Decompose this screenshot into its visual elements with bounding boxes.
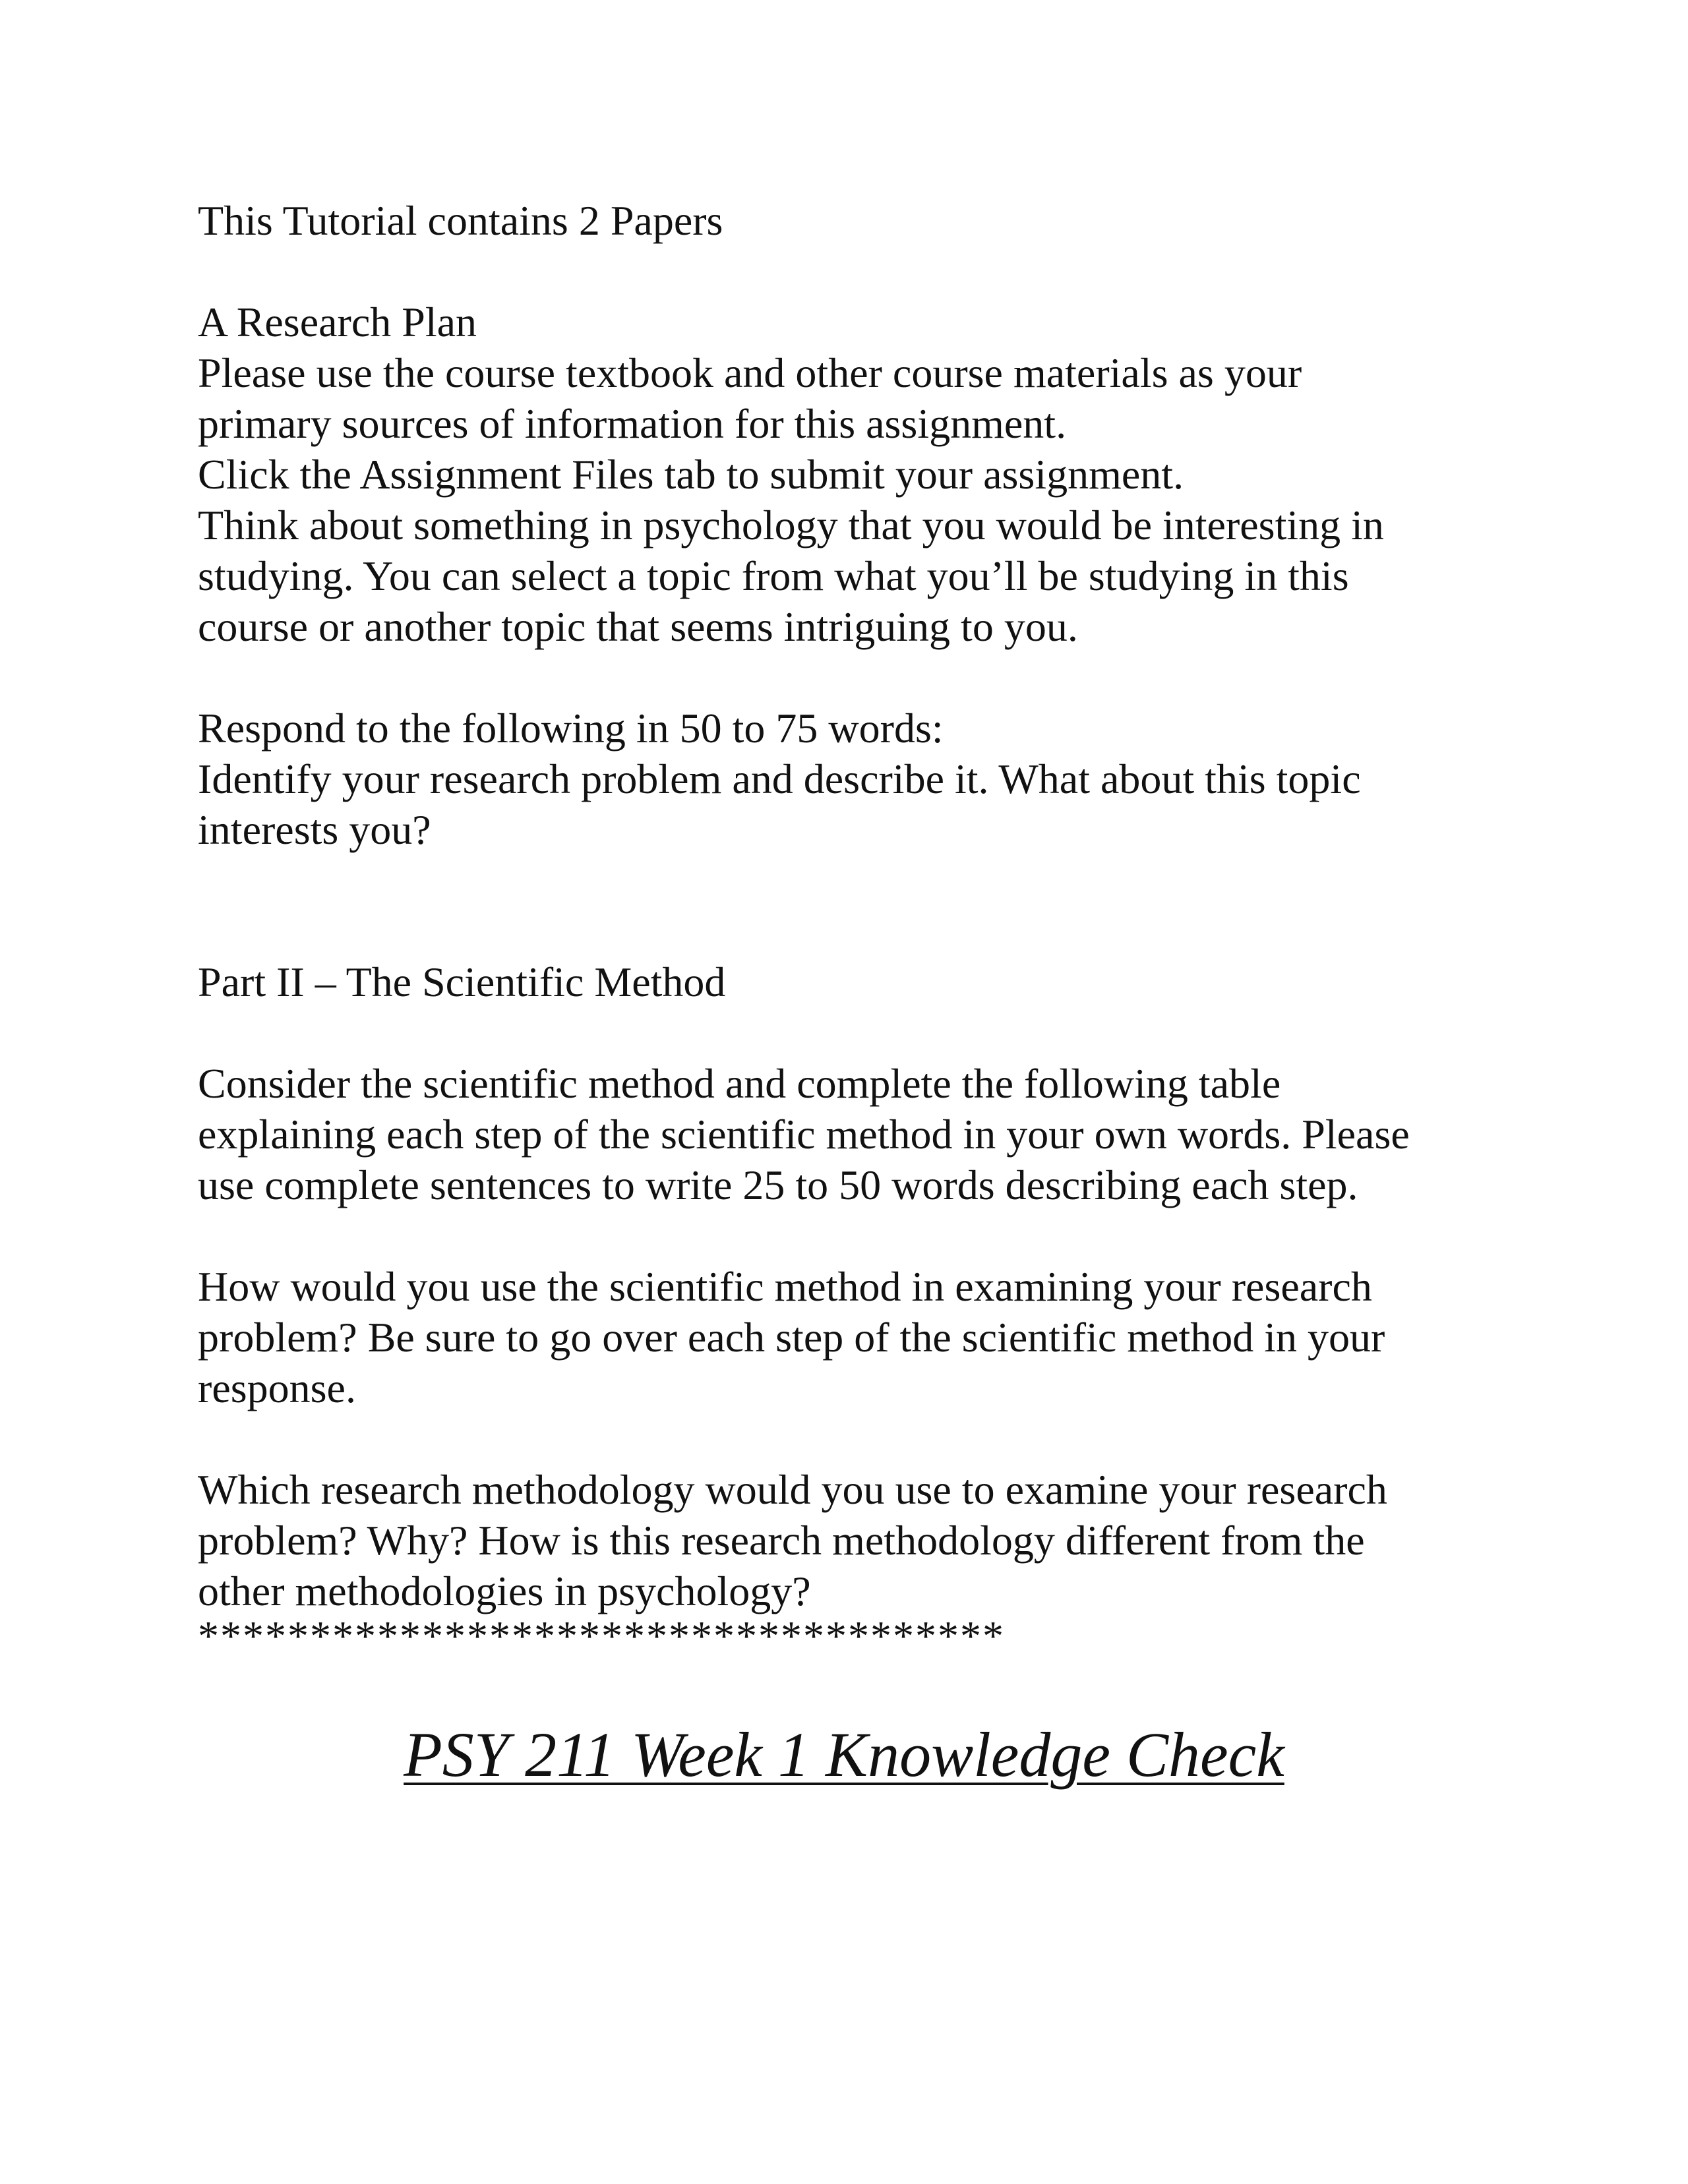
body-line: course or another topic that seems intriguing to you. [198,603,1078,650]
research-plan-title: A Research Plan [198,299,477,345]
body-line: use complete sentences to write 25 to 50 words describing each step. [198,1162,1358,1208]
body-line: explaining each step of the scientific method in your own words. Please [198,1111,1410,1158]
asterisk-separator: ************************************ [198,1612,1005,1659]
body-line: problem? Why? How is this research methodology different from the [198,1517,1365,1564]
body-line: problem? Be sure to go over each step of the scientific method in your [198,1314,1385,1361]
body-line: Think about something in psychology that you would be interesting in [198,502,1384,548]
body-line: response. [198,1365,356,1411]
spacer [198,1210,1517,1261]
respond-line: Respond to the following in 50 to 75 words: [198,705,944,752]
respond-line: interests you? [198,806,431,853]
body-line: studying. You can select a topic from what you’ll be studying in this [198,552,1349,599]
body-line: Please use the course textbook and other course materials as your [198,349,1302,396]
spacer [198,1413,1517,1464]
document-body [198,195,1517,1659]
knowledge-check-heading: PSY 211 Week 1 Knowledge Check [404,1719,1284,1790]
body-line: other methodologies in psychology? [198,1568,811,1614]
tutorial-intro: This Tutorial contains 2 Papers [198,197,723,244]
spacer [198,652,1517,703]
spacer [198,1007,1517,1058]
body-line: Consider the scientific method and complete the following table [198,1060,1281,1107]
body-line: primary sources of information for this assignment. [198,400,1067,447]
scientific-method-title: Part II – The Scientific Method [198,959,726,1005]
spacer [198,246,1517,297]
body-line: Click the Assignment Files tab to submit your assignment. [198,451,1184,498]
respond-line: Identify your research problem and describe it. What about this topic [198,755,1361,802]
spacer [198,855,1517,957]
body-line: How would you use the scientific method in examining your research [198,1263,1372,1310]
body-line: Which research methodology would you use to examine your research [198,1466,1387,1513]
